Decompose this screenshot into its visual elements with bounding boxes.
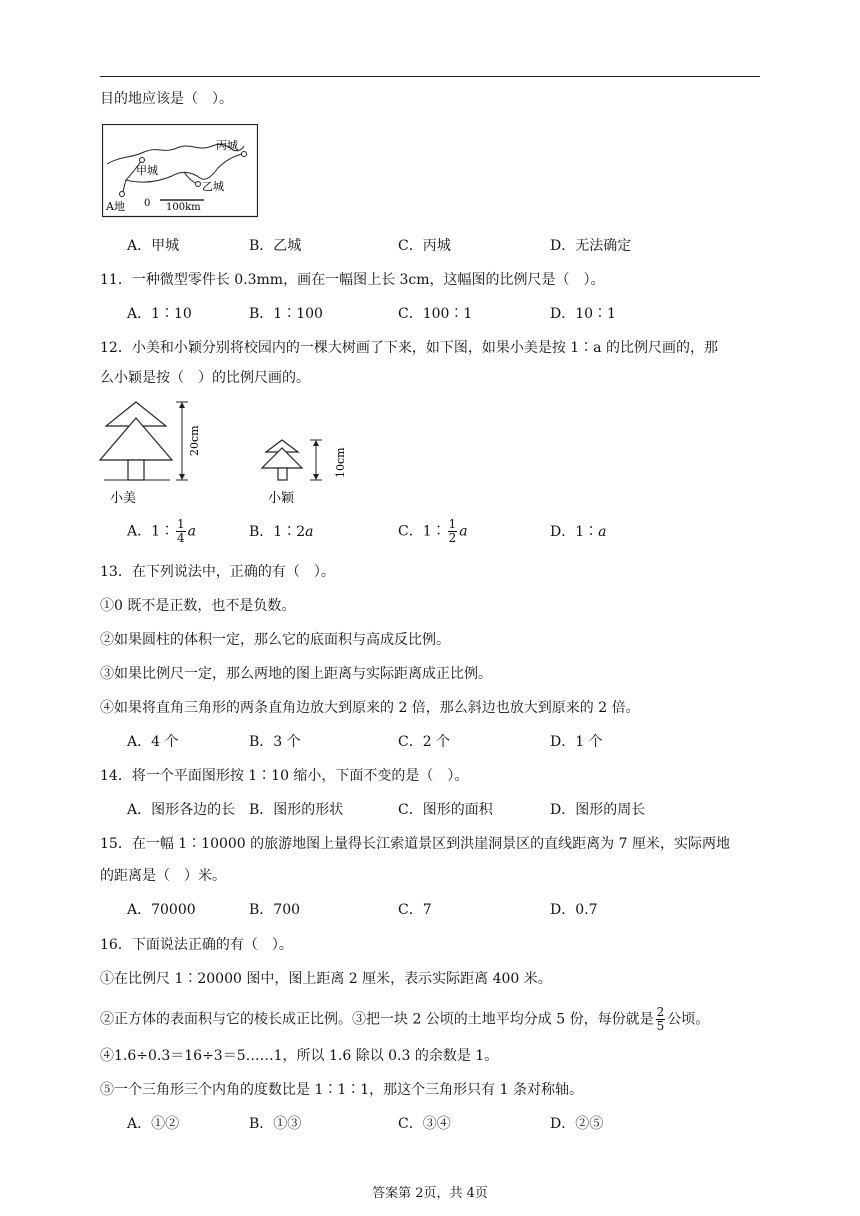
q15-option-a[interactable]: A．70000 <box>127 902 196 918</box>
q10-option-d[interactable]: D．无法确定 <box>550 238 632 254</box>
tree-left-name: 小美 <box>110 491 137 506</box>
q10-option-b[interactable]: B．乙城 <box>249 238 302 254</box>
tree-right-name: 小颖 <box>268 491 295 506</box>
tree-right-height: 10cm <box>334 447 347 478</box>
q15-stem-line2: 的距离是（ ）米。 <box>100 868 226 884</box>
q12-option-a-var: a <box>187 523 197 540</box>
q12-tree-figure <box>98 398 368 508</box>
fraction-denominator: 2 <box>448 531 457 545</box>
q16-item-2-3 <box>100 1006 709 1033</box>
q16-item-2-text: ②正方体的表面积与它的棱长成正比例。③把一块 2 公顷的土地平均分成 5 份，每份就是 <box>100 1011 654 1028</box>
fraction-numerator: 1 <box>177 517 185 531</box>
q16-item-4: ④1.6÷0.3＝16÷3＝5……1，所以 1.6 除以 0.3 的余数是 1。 <box>100 1048 499 1064</box>
q12-option-b[interactable] <box>249 522 313 542</box>
q13-item-4: ④如果将直角三角形的两条直角边放大到原来的 2 倍，那么斜边也放大到原来的 2 倍。 <box>100 700 640 716</box>
q12-option-a-prefix: A．1∶ <box>127 523 175 540</box>
q12-option-a[interactable] <box>127 518 196 545</box>
q12-option-c[interactable] <box>398 518 468 545</box>
map-scale-length: 100km <box>166 202 201 213</box>
map-label-city-b: 乙城 <box>202 180 224 193</box>
q16-item-3-unit: 公顷。 <box>667 1011 710 1028</box>
map-scale-zero: 0 <box>144 198 151 209</box>
q15-stem-line1: 15．在一幅 1∶10000 的旅游地图上量得长江索道景区到洪崖洞景区的直线距离为 7 厘米，实际两地 <box>100 836 730 852</box>
q13-option-d[interactable]: D．1 个 <box>550 734 603 750</box>
q16-option-c[interactable]: C．③④ <box>398 1116 451 1132</box>
q11-option-c[interactable]: C．100∶1 <box>398 306 473 322</box>
q15-option-d[interactable]: D．0.7 <box>550 902 598 918</box>
q13-option-a[interactable]: A．4 个 <box>127 734 179 750</box>
page-footer: 答案第 2页，共 4页 <box>372 1186 488 1201</box>
q13-option-b[interactable]: B．3 个 <box>249 734 301 750</box>
q14-option-b[interactable]: B．图形的形状 <box>249 802 344 818</box>
map-label-city-c: 丙城 <box>216 139 238 152</box>
q16-stem: 16．下面说法正确的有（ ）。 <box>100 937 293 953</box>
q16-option-d[interactable]: D．②⑤ <box>550 1116 604 1132</box>
q10-stem-tail: 目的地应该是（ ）。 <box>100 91 233 107</box>
q14-stem: 14．将一个平面图形按 1∶10 缩小，下面不变的是（ ）。 <box>100 768 469 784</box>
q12-option-c-prefix: C．1∶ <box>398 523 446 540</box>
q13-item-1: ①0 既不是正数，也不是负数。 <box>100 598 296 614</box>
fraction-numerator: 1 <box>448 517 457 531</box>
q15-option-b[interactable]: B．700 <box>249 902 301 918</box>
q14-option-d[interactable]: D．图形的周长 <box>550 802 646 818</box>
fraction-denominator: 5 <box>656 1019 665 1033</box>
q14-option-a[interactable]: A．图形各边的长 <box>127 802 236 818</box>
q16-item-1: ①在比例尺 1∶20000 图中，图上距离 2 厘米，表示实际距离 400 米。 <box>100 971 552 987</box>
q12-option-c-var: a <box>459 523 468 540</box>
q16-option-a[interactable]: A．①② <box>127 1116 180 1132</box>
q14-option-c[interactable]: C．图形的面积 <box>398 802 493 818</box>
fraction-denominator: 4 <box>177 531 185 545</box>
tree-left-height: 20cm <box>188 425 201 456</box>
q11-option-b[interactable]: B．1∶100 <box>249 306 323 322</box>
fraction-numerator: 2 <box>656 1005 665 1019</box>
q10-map-figure <box>102 124 258 218</box>
q16-item-5: ⑤一个三角形三个内角的度数比是 1∶1∶1，那这个三角形只有 1 条对称轴。 <box>100 1082 583 1098</box>
q13-stem: 13．在下列说法中，正确的有（ ）。 <box>100 564 335 580</box>
q10-option-c[interactable]: C．丙城 <box>398 238 451 254</box>
q13-item-3: ③如果比例尺一定，那么两地的图上距离与实际距离成正比例。 <box>100 666 492 682</box>
map-label-place-a: A地 <box>106 200 125 213</box>
q11-stem: 11．一种微型零件长 0.3mm，画在一幅图上长 3cm，这幅图的比例尺是（ ）。 <box>100 272 605 288</box>
q15-option-c[interactable]: C．7 <box>398 902 432 918</box>
q16-item-3-fraction <box>656 1006 666 1033</box>
q12-option-d-prefix: D．1∶ <box>550 524 599 540</box>
q12-stem-line1: 12．小美和小颖分别将校园内的一棵大树画了下来，如下图，如果小美是按 1∶a 的比例尺画的，那 <box>100 340 718 356</box>
q12-option-d-var: a <box>598 524 607 540</box>
q16-option-b[interactable]: B．①③ <box>249 1116 302 1132</box>
q12-option-a-fraction <box>176 518 186 545</box>
q12-option-d[interactable] <box>550 522 607 542</box>
q12-option-b-var: a <box>305 524 314 540</box>
q12-stem-line2: 么小颖是按（ ）的比例尺画的。 <box>100 370 310 386</box>
q11-option-d[interactable]: D．10∶1 <box>550 306 616 322</box>
q13-option-c[interactable]: C．2 个 <box>398 734 451 750</box>
q12-option-c-fraction <box>448 518 458 545</box>
q10-option-a[interactable]: A．甲城 <box>127 238 180 254</box>
header-rule <box>100 76 760 77</box>
q13-item-2: ②如果圆柱的体积一定，那么它的底面积与高成反比例。 <box>100 632 450 648</box>
q12-option-b-prefix: B．1∶2 <box>249 524 306 540</box>
q11-option-a[interactable]: A．1∶10 <box>127 306 192 322</box>
map-label-city-a: 甲城 <box>136 164 158 177</box>
